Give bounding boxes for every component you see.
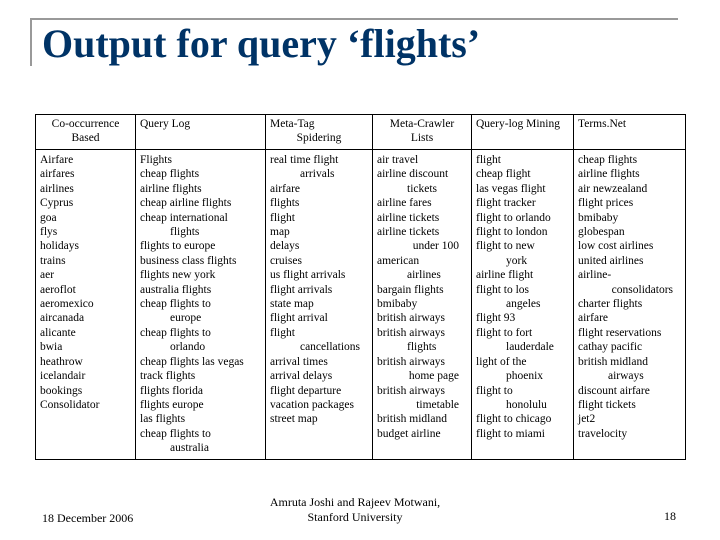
cell-line: cancellations [299,341,360,354]
cell-line: airline flights [140,182,202,195]
cell-line: las flights [140,413,186,426]
cell-line: air newzealand [578,182,648,195]
cell-line: flight prices [578,197,634,210]
cell-line: Cyprus [40,197,74,210]
cell-line: flights new york [140,269,216,282]
cell-line: american [377,254,420,267]
cell-line: cheap flights [578,154,638,166]
page-number: 18 [664,509,676,523]
cell-line: trains [40,254,66,267]
cell-line: jet2 [578,413,596,426]
cell-line: airways [608,370,644,383]
cell-line: Consolidator [40,398,100,411]
cell-line: british midland [578,355,648,368]
cell-line: aircanada [40,312,85,325]
cell-line: business class flights [140,254,237,267]
cell-line: bmibaby [377,298,418,311]
cell-line: cheap flight [476,168,531,181]
cell-line: cheap flights to [140,298,211,311]
cell-line: orlando [170,341,206,354]
column-terms-net [574,150,686,460]
cell-line: state map [270,298,314,311]
cell-line: flight to [476,384,513,397]
cell-line: bmibaby [578,211,619,224]
cell-line: airfare [578,312,608,325]
cell-line: flight [476,154,501,166]
cell-line: bwia [40,341,63,354]
cell-line: consolidators [611,283,673,296]
cell-line: vacation packages [270,398,354,411]
cell-line: heathrow [40,355,83,368]
cell-line: map [270,226,290,239]
cell-line: australia flights [140,283,212,296]
cell-line: flight tickets [578,398,636,411]
cell-line: travelocity [578,427,628,440]
cell-line: flight to orlando [476,211,551,224]
header-line: Spidering [296,131,342,144]
cell-line: charter flights [578,298,643,311]
cell-line: flight to fort [476,326,533,339]
cell-line: lauderdale [506,341,554,354]
cell-line: bargain flights [377,283,444,296]
cell-line: airline tickets [377,226,440,239]
body-row [36,150,686,460]
cell-line: flight to new [476,240,535,253]
cell-line: icelandair [40,370,86,383]
cell-line: arrival delays [270,370,333,383]
cell-line: holidays [40,240,79,253]
cell-line: discount airfare [578,384,650,397]
cell-line: cheap flights [140,168,200,181]
cell-line: aeroflot [40,283,76,296]
footer-credit-authors: Amruta Joshi and Rajeev Motwani, [269,495,441,509]
cell-line: honolulu [506,398,547,411]
cell-line: flight tracker [476,197,536,210]
cell-line: bookings [40,384,83,397]
cell-line: airline discount [377,168,449,181]
cell-line: flights florida [140,384,203,397]
cell-line: cheap airline flights [140,197,232,210]
cell-line: las vegas flight [476,182,546,195]
cell-line: arrival times [270,355,328,368]
cell-line: flys [40,226,58,239]
header-line: Terms.Net [578,118,627,130]
cell-line: cheap international [140,211,228,224]
footer-date: 18 December 2006 [42,511,134,525]
header-meta-crawler [373,115,472,150]
cell-line: flights [170,226,200,239]
column-meta-crawler [373,150,472,460]
cell-line: airfares [40,168,75,181]
cell-line: cruises [270,254,302,267]
footer-credit-affiliation: Stanford University [307,510,403,524]
header-line: Query Log [140,118,191,130]
cell-line: british midland [377,413,447,426]
header-line: Co-occurrence [51,118,120,130]
cell-line: flight arrival [270,312,328,325]
cell-line: british airways [377,384,446,397]
cell-line: phoenix [506,370,544,383]
cell-line: flight to miami [476,427,545,440]
cell-line: us flight arrivals [270,269,346,282]
cell-line: europe [170,312,202,325]
cell-line: airline flight [476,269,534,282]
column-query-log [136,150,266,460]
cell-line: real time flight [270,154,339,166]
cell-line: cheap flights to [140,326,211,339]
results-table [35,114,686,460]
cell-line: airline fares [377,197,432,210]
cell-line: cheap flights to [140,427,211,440]
header-line: Meta-Crawler [389,118,455,130]
cell-line: flight arrivals [270,283,333,296]
header-line: Based [71,131,100,144]
cell-line: flight to los [476,283,530,296]
cell-line: street map [270,413,318,426]
cell-line: airlines [407,269,441,282]
cell-line: british airways [377,326,446,339]
cell-line: flights [270,197,300,210]
cell-line: under 100 [412,240,459,253]
cell-line: flights europe [140,398,204,411]
cell-line: timetable [416,398,459,411]
cell-line: flight to london [476,226,548,239]
cell-line: australia [170,442,209,455]
cell-line: flight departure [270,384,342,397]
cell-line: airfare [270,182,300,195]
cell-line: flight to chicago [476,413,552,426]
cell-line: british airways [377,355,446,368]
cell-line: flights to europe [140,240,216,253]
cell-line: arrivals [300,168,335,181]
cell-line: Airfare [40,154,74,166]
cell-line: flight 93 [476,312,516,325]
cell-line: flight [270,211,295,224]
cell-line: airline flights [578,168,640,181]
cell-line: aer [40,269,55,282]
column-co-occurrence [36,150,136,460]
cell-line: low cost airlines [578,240,654,253]
cell-line: goa [40,211,57,224]
cell-line: aeromexico [40,298,94,311]
header-line: Meta-Tag [270,118,315,130]
header-query-log [136,115,266,150]
header-line: Lists [410,131,434,144]
header-meta-tag [266,115,373,150]
cell-line: british airways [377,312,446,325]
cell-line: tickets [407,182,438,195]
header-terms-net [574,115,686,150]
header-row [36,115,686,150]
cell-line: home page [408,370,459,383]
cell-line: track flights [140,370,196,383]
cell-line: light of the [476,355,527,368]
slide-title: Output for query ‘flights’ [42,21,481,66]
cell-line: alicante [40,326,76,339]
header-co-occurrence [36,115,136,150]
cell-line: flight reservations [578,326,662,339]
column-meta-tag [266,150,373,460]
cell-line: airline tickets [377,211,440,224]
column-query-log-mining [472,150,574,460]
cell-line: flights [407,341,437,354]
title-left-rule [30,18,32,66]
header-line: Query-log Mining [476,118,561,130]
cell-line: airline- [578,269,612,282]
cell-line: cathay pacific [578,341,643,354]
cell-line: united airlines [578,254,644,267]
header-query-log-mining [472,115,574,150]
cell-line: flight [270,326,295,339]
cell-line: budget airline [377,427,441,440]
cell-line: delays [270,240,300,253]
cell-line: york [506,254,528,267]
cell-line: globespan [578,226,625,239]
cell-line: air travel [377,154,419,166]
cell-line: Flights [140,154,172,166]
cell-line: cheap flights las vegas [140,355,244,368]
cell-line: airlines [40,182,74,195]
cell-line: angeles [506,298,541,311]
footer-credit [255,495,455,525]
